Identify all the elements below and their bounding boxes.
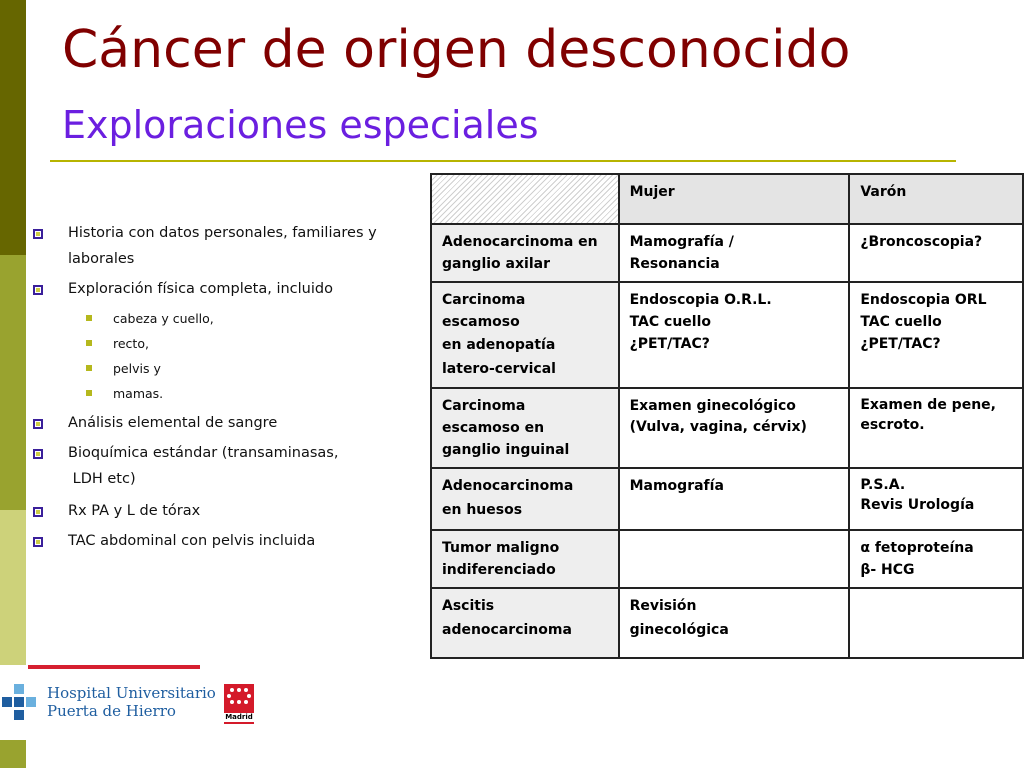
cell-line: TAC cuello bbox=[860, 314, 942, 330]
cell-line: P.S.A. bbox=[860, 477, 906, 493]
sub-bullet-item bbox=[30, 306, 422, 331]
cell-line: Revis Urología bbox=[860, 497, 975, 513]
footer-red-bar bbox=[28, 665, 200, 669]
square-bullet-icon bbox=[33, 507, 43, 517]
madrid-label: Madrid bbox=[225, 713, 253, 721]
bullet-item bbox=[30, 276, 422, 302]
cell-mujer bbox=[619, 468, 850, 530]
label-line: Adenocarcinoma bbox=[442, 478, 574, 494]
sub-bullet-item bbox=[30, 356, 422, 381]
table-row bbox=[431, 530, 1023, 588]
table-header-row bbox=[431, 174, 1023, 224]
square-bullet-icon bbox=[33, 419, 43, 429]
table-row bbox=[431, 224, 1023, 282]
row-label bbox=[431, 468, 619, 530]
small-square-bullet-icon bbox=[86, 365, 92, 371]
sub-bullet-item bbox=[30, 381, 422, 406]
table-row bbox=[431, 282, 1023, 388]
stars-icon bbox=[224, 684, 254, 712]
side-stripe-bottom bbox=[0, 740, 26, 768]
bullet-text: Exploración física completa, incluido bbox=[68, 281, 333, 297]
bullet-text: Historia con datos personales, familiares y laborales bbox=[68, 225, 377, 267]
side-stripe-mid bbox=[0, 255, 26, 510]
cell-line: (Vulva, vagina, cérvix) bbox=[629, 419, 807, 435]
cell-varon bbox=[849, 282, 1023, 388]
small-square-bullet-icon bbox=[86, 315, 92, 321]
cell-line: Endoscopia O.R.L. bbox=[629, 292, 772, 308]
sub-bullet-item bbox=[30, 331, 422, 356]
bullet-text: Análisis elemental de sangre bbox=[68, 415, 278, 431]
row-label: Adenocarcinoma en ganglio axilar bbox=[431, 224, 619, 282]
cell-line: ginecológica bbox=[629, 622, 729, 638]
bullet-continuation: LDH etc) bbox=[68, 471, 136, 487]
label-line: adenocarcinoma bbox=[442, 622, 572, 638]
cell-line: TAC cuello bbox=[629, 314, 712, 330]
sub-bullet-text: recto, bbox=[113, 336, 149, 351]
cell-line: ¿PET/TAC? bbox=[629, 336, 710, 352]
small-square-bullet-icon bbox=[86, 390, 92, 396]
bullet-item bbox=[30, 220, 422, 272]
row-label: Tumor maligno indiferenciado bbox=[431, 530, 619, 588]
bullet-item bbox=[30, 410, 422, 436]
small-square-bullet-icon bbox=[86, 340, 92, 346]
cell-line: β- HCG bbox=[860, 562, 915, 578]
bullet-text: Bioquímica estándar (transaminasas, bbox=[68, 445, 339, 461]
square-bullet-icon bbox=[33, 449, 43, 459]
cell-varon bbox=[849, 530, 1023, 588]
cell-line: ¿PET/TAC? bbox=[860, 336, 941, 352]
square-bullet-icon bbox=[33, 285, 43, 295]
title-divider bbox=[50, 160, 956, 162]
cell-mujer bbox=[619, 224, 850, 282]
table-row bbox=[431, 388, 1023, 468]
header-mujer: Mujer bbox=[619, 174, 850, 224]
cell-line: Mamografía / bbox=[629, 234, 734, 250]
table-corner-cell bbox=[431, 174, 619, 224]
square-bullet-icon bbox=[33, 229, 43, 239]
label-line: Carcinoma escamoso bbox=[442, 292, 526, 330]
cell-line: Resonancia bbox=[629, 256, 720, 272]
label-line: Ascitis bbox=[442, 598, 495, 614]
bullet-item bbox=[30, 440, 422, 466]
bullet-text: Rx PA y L de tórax bbox=[68, 503, 201, 519]
side-stripe-light bbox=[0, 510, 26, 665]
cell-varon-empty bbox=[849, 588, 1023, 658]
cell-varon bbox=[849, 224, 1023, 282]
slide-title: Cáncer de origen desconocido bbox=[62, 20, 851, 80]
bullet-list bbox=[30, 220, 422, 558]
sub-bullet-text: cabeza y cuello, bbox=[113, 311, 214, 326]
cell-varon bbox=[849, 468, 1023, 530]
square-bullet-icon bbox=[33, 537, 43, 547]
slide-subtitle: Exploraciones especiales bbox=[62, 103, 539, 147]
label-line: latero-cervical bbox=[442, 361, 556, 377]
cell-varon: Examen de pene, escroto. bbox=[849, 388, 1023, 468]
cell-line: Endoscopia ORL bbox=[860, 292, 987, 308]
bullet-item bbox=[30, 528, 422, 554]
exploration-table bbox=[430, 173, 1024, 659]
hospital-name-line1: Hospital Universitario bbox=[47, 684, 216, 702]
sub-bullet-text: pelvis y bbox=[113, 361, 161, 376]
row-label bbox=[431, 282, 619, 388]
row-label: Carcinoma escamoso en ganglio inguinal bbox=[431, 388, 619, 468]
label-line: en huesos bbox=[442, 502, 523, 518]
cell-line: Revisión bbox=[629, 598, 697, 614]
label-line: en adenopatía bbox=[442, 337, 556, 353]
sub-bullet-text: mamas. bbox=[113, 386, 164, 401]
madrid-flag-stars-icon bbox=[224, 684, 254, 724]
bullet-item bbox=[30, 498, 422, 524]
cell-mujer bbox=[619, 388, 850, 468]
table-row bbox=[431, 468, 1023, 530]
row-label bbox=[431, 588, 619, 658]
cell-mujer-empty bbox=[619, 530, 850, 588]
hospital-cross-icon bbox=[0, 682, 40, 724]
table-row bbox=[431, 588, 1023, 658]
bullet-text: TAC abdominal con pelvis incluida bbox=[68, 533, 316, 549]
cell-line: ¿Broncoscopia? bbox=[860, 234, 983, 250]
cell-mujer bbox=[619, 588, 850, 658]
cell-line: Examen ginecológico bbox=[629, 398, 796, 414]
hospital-name-line2: Puerta de Hierro bbox=[47, 702, 176, 720]
cell-line: α fetoproteína bbox=[860, 540, 974, 556]
cell-line: Mamografía bbox=[629, 478, 724, 494]
header-varon: Varón bbox=[849, 174, 1023, 224]
cell-mujer bbox=[619, 282, 850, 388]
hospital-logo-text bbox=[47, 684, 216, 720]
side-stripe-dark bbox=[0, 0, 26, 255]
